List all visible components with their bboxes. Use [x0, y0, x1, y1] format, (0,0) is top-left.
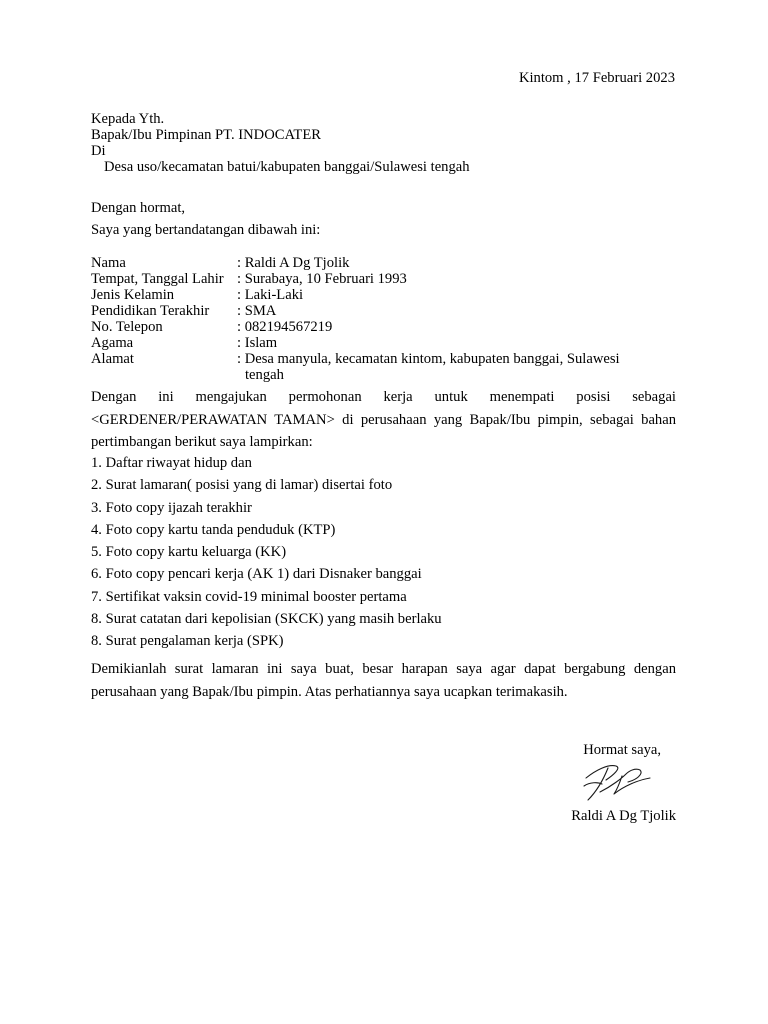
identity-value: : SMA [237, 303, 277, 319]
signature-image [578, 756, 658, 806]
list-item: 1. Daftar riwayat hidup dan [91, 455, 252, 471]
identity-row-birth [91, 271, 407, 287]
list-item: 5. Foto copy kartu keluarga (KK) [91, 544, 287, 561]
identity-row-address [91, 351, 620, 367]
identity-label: Pendidikan Terakhir [91, 303, 210, 319]
identity-value: : Desa manyula, kecamatan kintom, kabupaten banggai, Sulawesi [237, 351, 620, 367]
identity-address-continuation: tengah [245, 367, 284, 383]
identity-row-gender [91, 287, 303, 303]
list-item: 8. Surat pengalaman kerja (SPK) [91, 633, 284, 650]
recipient-line-2: Bapak/Ibu Pimpinan PT. INDOCATER [91, 127, 321, 143]
identity-label: Jenis Kelamin [91, 287, 175, 303]
identity-row-religion [91, 335, 277, 351]
identity-label: Agama [91, 335, 134, 351]
body-paragraph: Dengan ini mengajukan permohonan kerja untuk menempati posisi sebagai <GERDENER/PERAWATAN TAMAN> di perusahaan yang Bapak/Ibu pimpin, sebagai bahan pertimbangan berikut saya lampirkan: [91, 389, 676, 451]
recipient-line-3: Di [91, 143, 106, 159]
identity-row-name [91, 255, 349, 271]
signer-name: Raldi A Dg Tjolik [571, 808, 676, 824]
identity-value: : Surabaya, 10 Februari 1993 [237, 271, 407, 287]
greeting: Dengan hormat, [91, 200, 186, 216]
attachment-list [91, 452, 442, 653]
identity-row-phone [91, 319, 332, 335]
closing-paragraph: Demikianlah surat lamaran ini saya buat, besar harapan saya agar dapat bergabung dengan perusahaan yang Bapak/Ibu pimpin. Atas perhatiannya saya ucapkan terimakasih. [91, 661, 676, 700]
list-item: 8. Surat catatan dari kepolisian (SKCK) yang masih berlaku [91, 611, 442, 628]
list-item: 6. Foto copy pencari kerja (AK 1) dari Disnaker banggai [91, 566, 422, 583]
list-item: 4. Foto copy kartu tanda penduduk (KTP) [91, 521, 336, 538]
identity-value: : 082194567219 [237, 319, 333, 335]
identity-row-education [91, 303, 276, 319]
list-item: 3. Foto copy ijazah terakhir [91, 499, 252, 516]
intro-text: Saya yang bertandatangan dibawah ini: [91, 222, 321, 238]
date-line: Kintom , 17 Februari 2023 [518, 70, 675, 86]
identity-value: : Raldi A Dg Tjolik [237, 255, 350, 271]
identity-value: : Laki-Laki [237, 287, 304, 303]
identity-value: : Islam [237, 335, 278, 351]
recipient-line-1: Kepada Yth. [91, 111, 165, 127]
closing-salutation: Hormat saya, [583, 742, 661, 758]
list-item: 2. Surat lamaran( posisi yang di lamar) disertai foto [91, 477, 393, 494]
list-item: 7. Sertifikat vaksin covid-19 minimal booster pertama [91, 588, 407, 605]
identity-label: Nama [91, 255, 126, 271]
identity-label: Alamat [91, 351, 134, 367]
identity-label: No. Telepon [91, 319, 163, 335]
recipient-address: Desa uso/kecamatan batui/kabupaten banggai/Sulawesi tengah [104, 159, 470, 175]
identity-label: Tempat, Tanggal Lahir [91, 271, 224, 287]
